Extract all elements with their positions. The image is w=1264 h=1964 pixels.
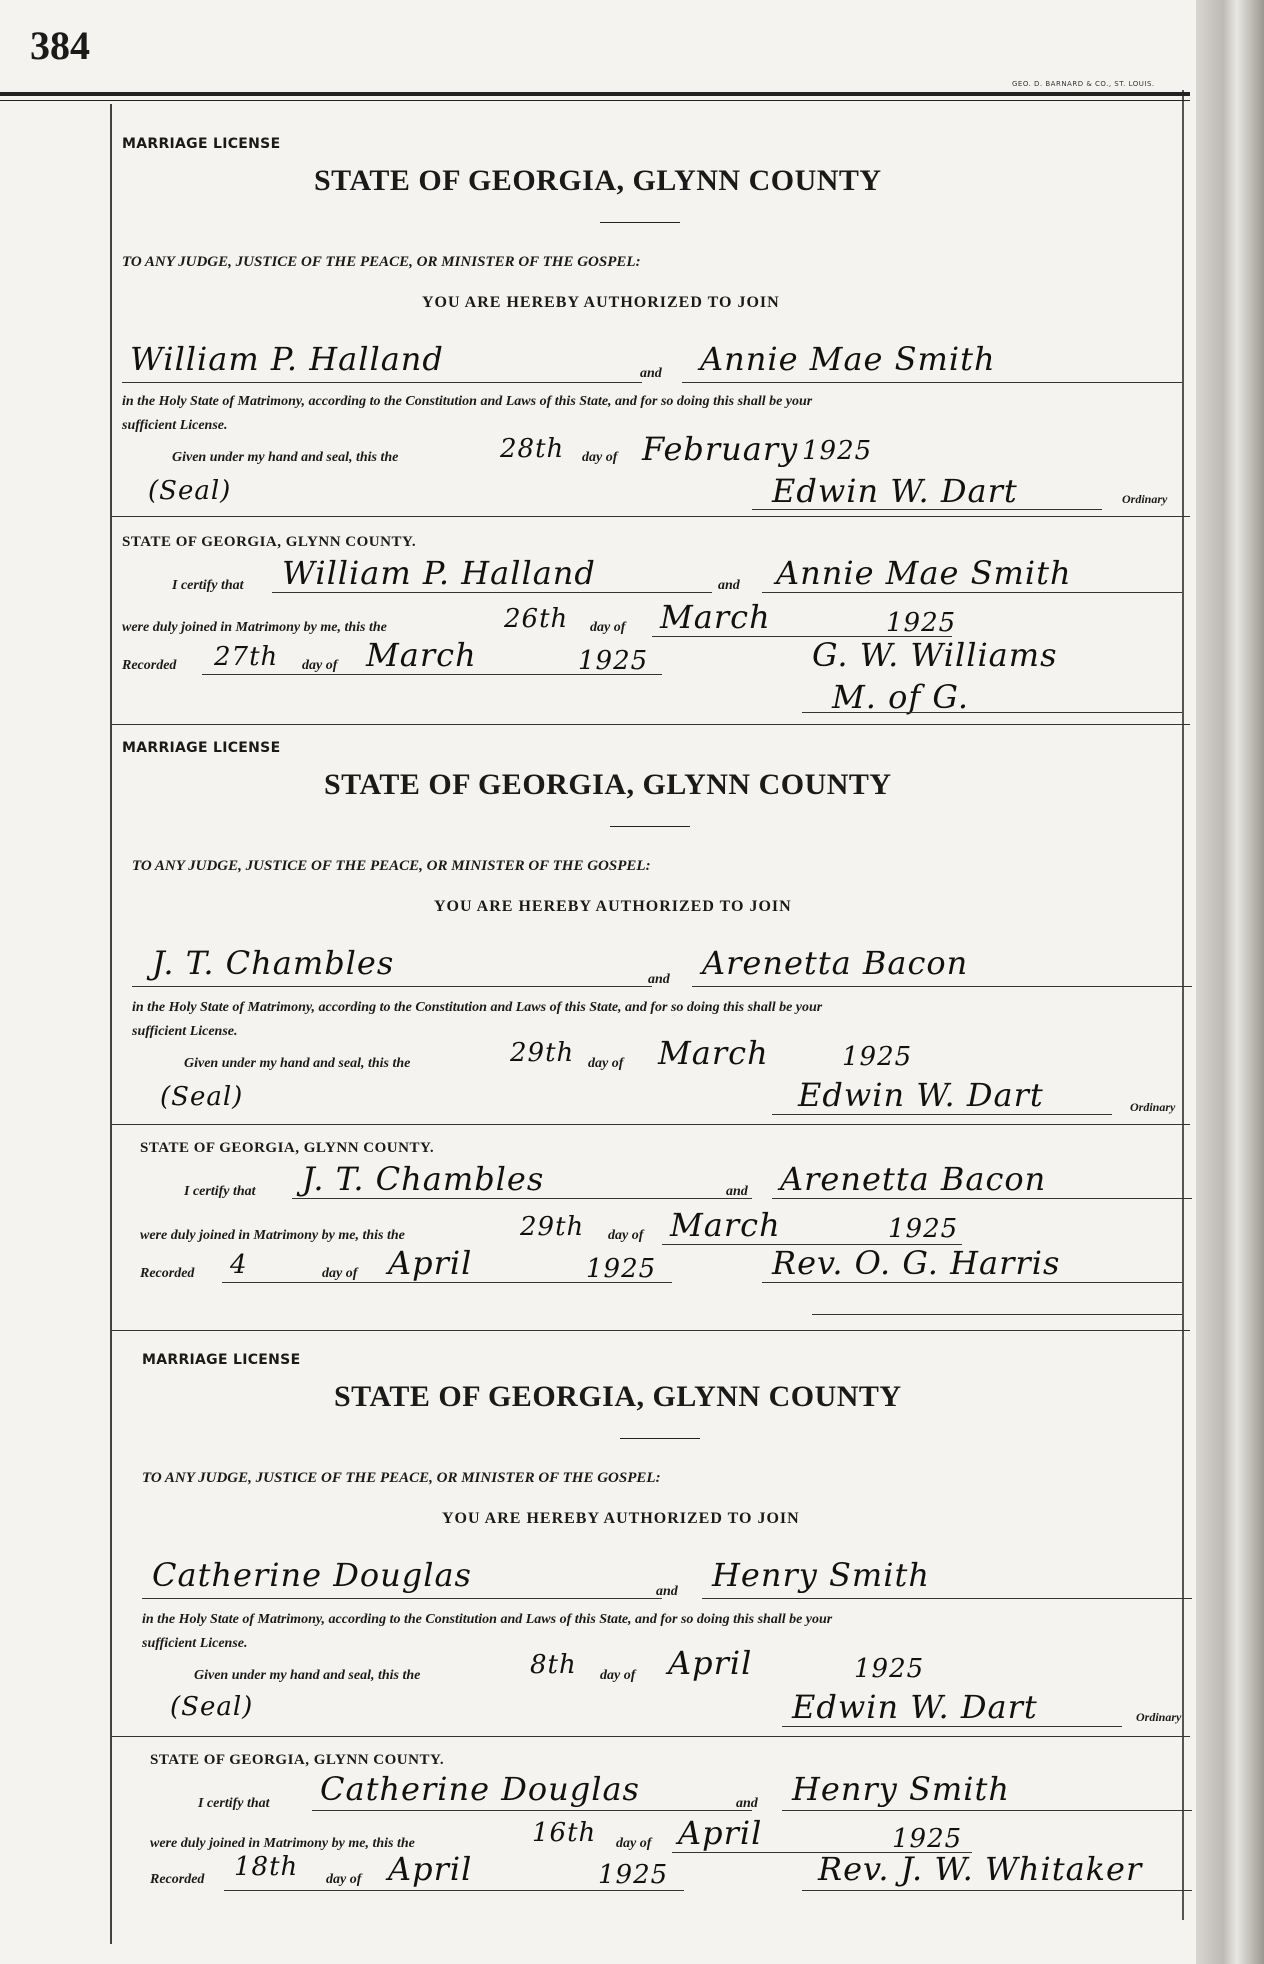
record-divider: [112, 1330, 1190, 1331]
day-of-text: day of: [600, 1668, 636, 1683]
to-any-judge-text: TO ANY JUDGE, JUSTICE OF THE PEACE, OR MINISTER OF THE GOSPEL:: [132, 858, 651, 874]
book-page-edge: [1196, 0, 1264, 1964]
cert-bride-line: [762, 592, 1182, 593]
officiant-line: [802, 1890, 1192, 1891]
cert-groom-line: [292, 1198, 752, 1199]
marriage-record-3: [112, 1330, 1190, 1950]
state-title: STATE OF GEORGIA, GLYNN COUNTY: [314, 164, 882, 197]
and-text: and: [736, 1796, 758, 1811]
to-any-judge-text: TO ANY JUDGE, JUSTICE OF THE PEACE, OR MINISTER OF THE GOSPEL:: [142, 1470, 661, 1486]
and-text: and: [648, 972, 670, 987]
recorded-day: 27th: [214, 642, 279, 672]
cert-groom-line: [312, 1810, 752, 1811]
license-label: MARRIAGE LICENSE: [122, 740, 281, 756]
license-day: 29th: [510, 1038, 575, 1068]
license-month: March: [658, 1034, 769, 1072]
license-year: 1925: [842, 1042, 913, 1072]
authorized-text: YOU ARE HEREBY AUTHORIZED TO JOIN: [434, 898, 792, 915]
bride-name: Annie Mae Smith: [700, 340, 996, 378]
cert-bride-name: Henry Smith: [792, 1770, 1010, 1808]
joined-day: 16th: [532, 1818, 597, 1848]
ordinary-label: Ordinary: [1136, 1710, 1182, 1724]
cert-bride-name: Arenetta Bacon: [780, 1160, 1047, 1198]
officiant-signature: G. W. Williams: [812, 636, 1058, 674]
license-month: April: [668, 1644, 753, 1682]
sufficient-license-text: sufficient License.: [122, 418, 228, 433]
day-of-text: day of: [608, 1228, 644, 1243]
license-month: February: [642, 430, 799, 468]
cert-groom-name: Catherine Douglas: [320, 1770, 640, 1808]
day-of-text: day of: [616, 1836, 652, 1851]
sufficient-license-text: sufficient License.: [132, 1024, 238, 1039]
certify-text: I certify that: [184, 1184, 256, 1199]
joined-month: April: [678, 1814, 763, 1852]
state-title: STATE OF GEORGIA, GLYNN COUNTY: [324, 768, 892, 801]
ordinary-line: [752, 509, 1102, 510]
joined-month: March: [660, 598, 771, 636]
bride-line: [702, 1598, 1192, 1599]
recorded-text: Recorded: [150, 1872, 205, 1887]
ordinary-signature: Edwin W. Dart: [798, 1076, 1044, 1114]
recorded-year: 1925: [586, 1254, 657, 1284]
given-under-text: Given under my hand and seal, this the: [194, 1668, 421, 1683]
officiant-signature: Rev. J. W. Whitaker: [818, 1850, 1143, 1888]
officiant-title: M. of G.: [832, 678, 969, 716]
record-divider: [112, 724, 1190, 725]
given-under-text: Given under my hand and seal, this the: [172, 450, 399, 465]
matrimony-text: in the Holy State of Matrimony, according to the Constitution and Laws of this State, and for so doing this shall be your: [132, 1000, 823, 1015]
joined-year: 1925: [892, 1824, 963, 1854]
header-rule-thin: [0, 100, 1190, 101]
section-divider: [112, 1124, 1190, 1125]
section-divider: [112, 1736, 1190, 1737]
day-of-text: day of: [322, 1266, 358, 1281]
recorded-day: 18th: [234, 1852, 299, 1882]
recorded-month: April: [388, 1850, 473, 1888]
ordinary-signature: Edwin W. Dart: [772, 472, 1018, 510]
recorded-year: 1925: [598, 1860, 669, 1890]
officiant-title-line: [812, 1314, 1182, 1315]
recorded-text: Recorded: [122, 658, 177, 673]
license-label: MARRIAGE LICENSE: [142, 1352, 301, 1368]
recorded-month: March: [366, 636, 477, 674]
cert-bride-line: [772, 1198, 1192, 1199]
duly-joined-text: were duly joined in Matrimony by me, this the: [140, 1228, 405, 1243]
and-text: and: [718, 578, 740, 593]
recorded-day: 4: [230, 1250, 248, 1280]
duly-joined-text: were duly joined in Matrimony by me, this the: [150, 1836, 415, 1851]
officiant-signature: Rev. O. G. Harris: [772, 1244, 1061, 1282]
groom-line: [122, 382, 642, 383]
bride-name: Henry Smith: [712, 1556, 930, 1594]
recorded-line: [222, 1282, 672, 1283]
joined-day: 26th: [504, 604, 569, 634]
bride-line: [692, 986, 1192, 987]
title-rule: [600, 222, 680, 223]
license-year: 1925: [802, 436, 873, 466]
day-of-text: day of: [302, 658, 338, 673]
joined-day: 29th: [520, 1212, 585, 1242]
cert-bride-name: Annie Mae Smith: [776, 554, 1072, 592]
to-any-judge-text: TO ANY JUDGE, JUSTICE OF THE PEACE, OR MINISTER OF THE GOSPEL:: [122, 254, 641, 270]
ordinary-line: [772, 1114, 1112, 1115]
officiant-line: [762, 1282, 1182, 1283]
joined-year: 1925: [888, 1214, 959, 1244]
day-of-text: day of: [590, 620, 626, 635]
day-of-text: day of: [326, 1872, 362, 1887]
joined-year: 1925: [886, 608, 957, 638]
cert-groom-name: J. T. Chambles: [302, 1160, 545, 1198]
and-text: and: [726, 1184, 748, 1199]
recorded-line: [224, 1890, 684, 1891]
certificate-title: STATE OF GEORGIA, GLYNN COUNTY.: [150, 1752, 445, 1768]
recorded-month: April: [388, 1244, 473, 1282]
ordinary-line: [782, 1726, 1122, 1727]
officiant-line: [802, 712, 1182, 713]
groom-line: [142, 1598, 662, 1599]
license-day: 8th: [530, 1650, 577, 1680]
printer-imprint: GEO. D. BARNARD & CO., ST. LOUIS.: [1012, 80, 1155, 88]
license-year: 1925: [854, 1654, 925, 1684]
cert-bride-line: [782, 1810, 1192, 1811]
recorded-text: Recorded: [140, 1266, 195, 1281]
duly-joined-text: were duly joined in Matrimony by me, this the: [122, 620, 387, 635]
ordinary-signature: Edwin W. Dart: [792, 1688, 1038, 1726]
seal-mark: (Seal): [148, 476, 232, 506]
certify-text: I certify that: [172, 578, 244, 593]
recorded-year: 1925: [578, 646, 649, 676]
groom-line: [132, 986, 652, 987]
and-text: and: [640, 366, 662, 381]
license-label: MARRIAGE LICENSE: [122, 136, 281, 152]
authorized-text: YOU ARE HEREBY AUTHORIZED TO JOIN: [442, 1510, 800, 1527]
day-of-text: day of: [588, 1056, 624, 1071]
ordinary-label: Ordinary: [1122, 492, 1168, 506]
authorized-text: YOU ARE HEREBY AUTHORIZED TO JOIN: [422, 294, 780, 311]
and-text: and: [656, 1584, 678, 1599]
certify-text: I certify that: [198, 1796, 270, 1811]
state-title: STATE OF GEORGIA, GLYNN COUNTY: [334, 1380, 902, 1413]
license-day: 28th: [500, 434, 565, 464]
certificate-title: STATE OF GEORGIA, GLYNN COUNTY.: [122, 534, 417, 550]
marriage-record-1: [112, 104, 1190, 724]
joined-month: March: [670, 1206, 781, 1244]
seal-mark: (Seal): [170, 1692, 254, 1722]
marriage-record-2: [112, 724, 1190, 1330]
cert-groom-name: William P. Halland: [282, 554, 596, 592]
sufficient-license-text: sufficient License.: [142, 1636, 248, 1651]
seal-mark: (Seal): [160, 1082, 244, 1112]
title-rule: [620, 1438, 700, 1439]
ordinary-label: Ordinary: [1130, 1100, 1176, 1114]
given-under-text: Given under my hand and seal, this the: [184, 1056, 411, 1071]
matrimony-text: in the Holy State of Matrimony, according to the Constitution and Laws of this State, and for so doing this shall be your: [142, 1612, 833, 1627]
header-rule: [0, 92, 1190, 96]
cert-groom-line: [272, 592, 712, 593]
title-rule: [610, 826, 690, 827]
matrimony-text: in the Holy State of Matrimony, according to the Constitution and Laws of this State, and for so doing this shall be your: [122, 394, 813, 409]
certificate-title: STATE OF GEORGIA, GLYNN COUNTY.: [140, 1140, 435, 1156]
bride-name: Arenetta Bacon: [702, 944, 969, 982]
groom-name: Catherine Douglas: [152, 1556, 472, 1594]
recorded-line: [202, 674, 662, 675]
day-of-text: day of: [582, 450, 618, 465]
bride-line: [682, 382, 1182, 383]
section-divider: [112, 516, 1190, 517]
groom-name: William P. Halland: [130, 340, 444, 378]
page-number: 384: [30, 23, 90, 68]
groom-name: J. T. Chambles: [152, 944, 395, 982]
